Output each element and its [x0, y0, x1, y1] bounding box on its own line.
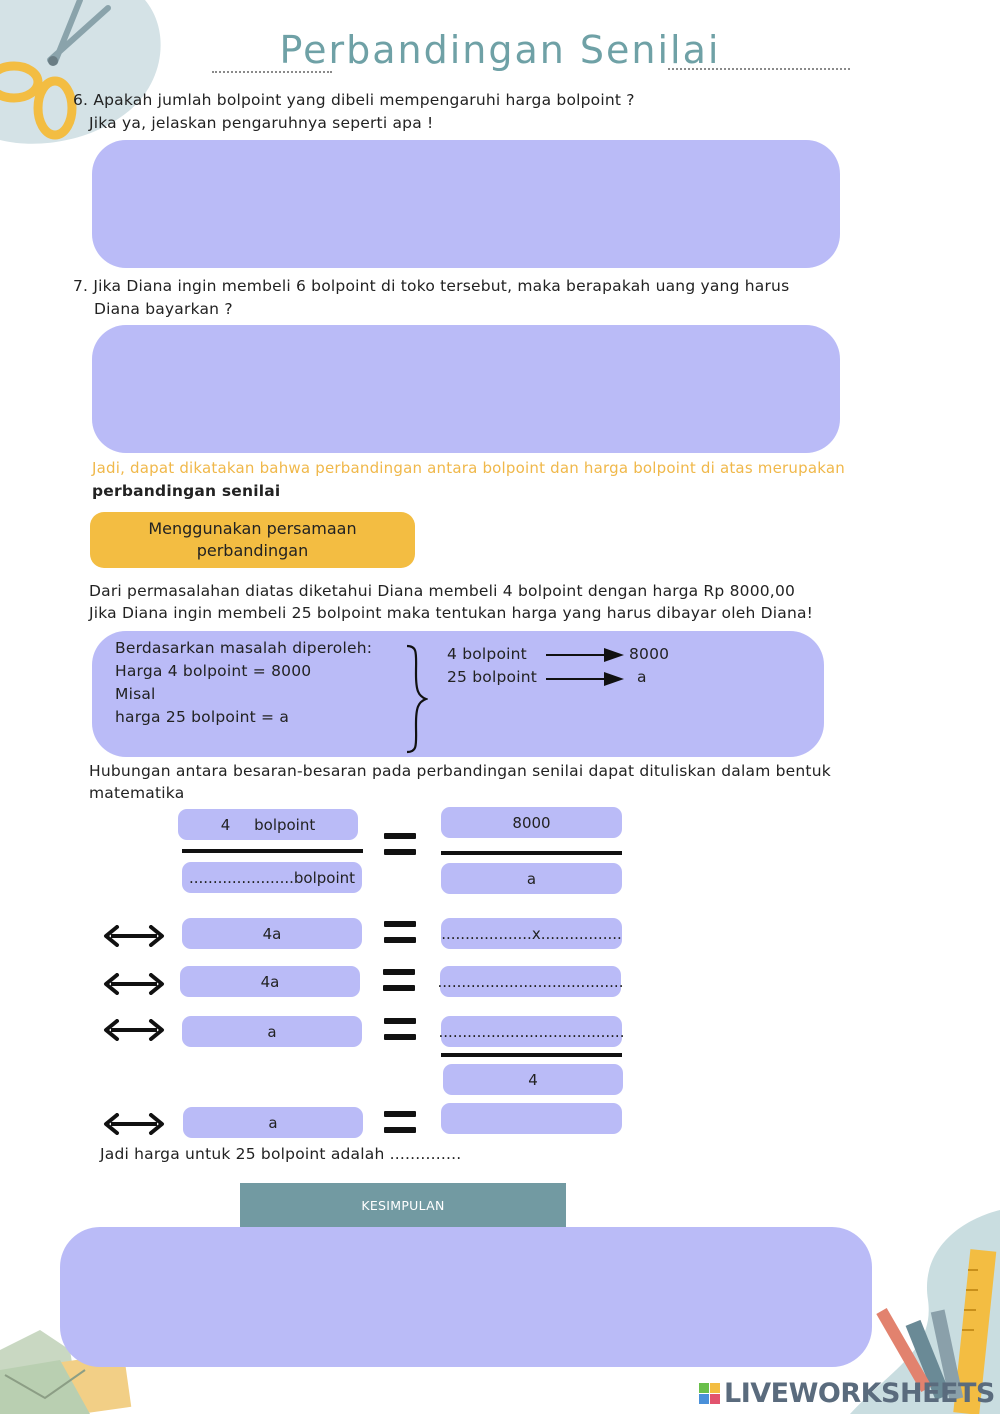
q7-text-line2: Diana bayarkan ?: [94, 300, 233, 318]
row4-left: a: [183, 1107, 363, 1138]
equals-sign: [383, 969, 415, 991]
relation-line2: matematika: [89, 784, 185, 802]
equals-sign: [384, 1111, 416, 1133]
q6-text-line1: 6. Apakah jumlah bolpoint yang dibeli mempengaruhi harga bolpoint ?: [73, 91, 635, 109]
conclusion-text: Jadi, dapat dikatakan bahwa perbandingan antara bolpoint dan harga bolpoint di atas merupakan: [92, 459, 845, 477]
row2-left: 4a: [180, 966, 360, 997]
q7-text-line1: 7. Jika Diana ingin membeli 6 bolpoint di toko tersebut, maka berapakah uang yang harus: [73, 277, 790, 295]
kesimpulan-label: KESIMPULAN: [240, 1183, 566, 1228]
title-underline-left: [212, 71, 332, 73]
map2-left: 25 bolpoint: [447, 668, 538, 686]
method-label-line2: perbandingan: [196, 541, 309, 560]
double-arrow-icon: [103, 1113, 165, 1135]
equals-sign: [384, 1018, 416, 1040]
final-answer-line: Jadi harga untuk 25 bolpoint adalah ..............: [100, 1145, 462, 1163]
arrow-right-icon: [546, 647, 624, 663]
row3-fraction-bar: [441, 1053, 622, 1057]
method-label-line1: Menggunakan persamaan: [148, 519, 357, 538]
double-arrow-icon: [103, 925, 165, 947]
problem-line2: Jika Diana ingin membeli 25 bolpoint maka tentukan harga yang harus dibayar oleh Diana!: [89, 604, 814, 622]
liveworksheets-logo-icon: [699, 1383, 721, 1405]
row1-left: 4a: [182, 918, 362, 949]
map2-right: a: [637, 668, 647, 686]
equals-sign: [384, 921, 416, 943]
fraction-bar-right: [441, 851, 622, 855]
fraction-denominator-left-input[interactable]: ......................bolpoint: [182, 862, 362, 893]
known-line3: Misal: [115, 685, 156, 703]
equals-sign: [384, 833, 416, 855]
fraction-numerator-right: 8000: [441, 807, 622, 838]
kesimpulan-answer-box[interactable]: [60, 1227, 872, 1367]
map1-right: 8000: [629, 645, 670, 663]
known-line4: harga 25 bolpoint = a: [115, 708, 290, 726]
arrow-right-icon: [546, 671, 624, 687]
map1-left: 4 bolpoint: [447, 645, 527, 663]
conclusion-bold-text: perbandingan senilai: [92, 482, 281, 500]
page-title: Perbandingan Senilai: [279, 28, 721, 72]
row3-left: a: [182, 1016, 362, 1047]
row4-right-input[interactable]: [441, 1103, 622, 1134]
double-arrow-icon: [103, 973, 165, 995]
q7-answer-box[interactable]: [92, 325, 840, 453]
fraction-denominator-right: a: [441, 863, 622, 894]
row3-right-input[interactable]: .......................................: [441, 1016, 622, 1047]
q6-answer-box[interactable]: [92, 140, 840, 268]
liveworksheets-brand: LIVEWORKSHEETS: [724, 1378, 995, 1409]
method-label: [90, 512, 415, 568]
known-line2: Harga 4 bolpoint = 8000: [115, 662, 312, 680]
fraction-bar-left: [182, 849, 363, 853]
curly-brace-icon: [404, 644, 428, 754]
double-arrow-icon: [103, 1019, 165, 1041]
known-line1: Berdasarkan masalah diperoleh:: [115, 639, 373, 657]
row2-right-input[interactable]: .......................................: [440, 966, 621, 997]
problem-line1: Dari permasalahan diatas diketahui Diana membeli 4 bolpoint dengan harga Rp 8000,00: [89, 582, 796, 600]
row3-denominator: 4: [443, 1064, 623, 1095]
title-underline-right: [668, 68, 850, 70]
fraction-numerator-left: 4 bolpoint: [178, 809, 358, 840]
relation-line1: Hubungan antara besaran-besaran pada perbandingan senilai dapat dituliskan dalam bentuk: [89, 762, 831, 780]
q6-text-line2: Jika ya, jelaskan pengaruhnya seperti apa !: [89, 114, 434, 132]
row1-right-input[interactable]: ...................x.................: [441, 918, 622, 949]
